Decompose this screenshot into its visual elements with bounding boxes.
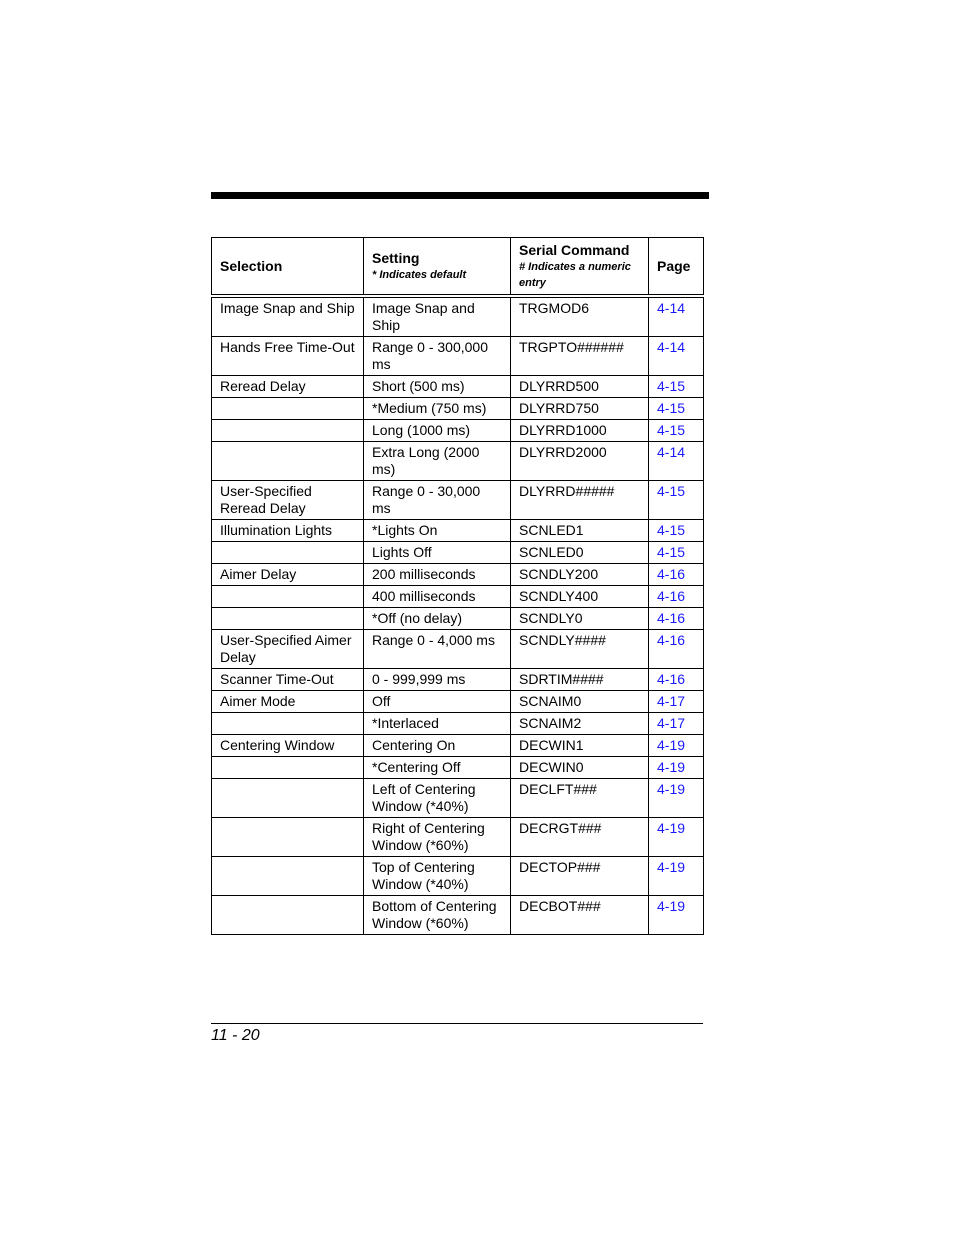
cell-command: SCNDLY200 [511, 564, 649, 586]
cell-command: DECRGT### [511, 818, 649, 857]
cell-setting: 400 milliseconds [364, 586, 511, 608]
table-row [212, 398, 704, 420]
cell-selection: Reread Delay [212, 376, 364, 398]
cell-selection: Scanner Time-Out [212, 669, 364, 691]
cell-page [649, 542, 704, 564]
cell-page [649, 779, 704, 818]
table-row [212, 296, 704, 337]
table-row [212, 735, 704, 757]
page-number: 11 - 20 [211, 1027, 260, 1044]
page-link[interactable]: 4-17 [657, 693, 686, 709]
cell-page [649, 420, 704, 442]
cell-command: DECBOT### [511, 896, 649, 935]
page-link[interactable]: 4-15 [657, 483, 686, 499]
table-row [212, 376, 704, 398]
page-link[interactable]: 4-19 [657, 759, 686, 775]
table-row [212, 757, 704, 779]
cell-command: TRGMOD6 [511, 296, 649, 337]
cell-page [649, 520, 704, 542]
cell-page [649, 713, 704, 735]
cell-command: SCNDLY#### [511, 630, 649, 669]
cell-command: SCNDLY400 [511, 586, 649, 608]
cell-selection: Illumination Lights [212, 520, 364, 542]
cell-page [649, 337, 704, 376]
page-link[interactable]: 4-14 [657, 300, 686, 316]
page-link[interactable]: 4-19 [657, 859, 686, 875]
cell-command: DECWIN1 [511, 735, 649, 757]
table-row [212, 520, 704, 542]
cell-command: DLYRRD2000 [511, 442, 649, 481]
cell-page [649, 481, 704, 520]
cell-selection [212, 442, 364, 481]
cell-selection: User-Specified Reread Delay [212, 481, 364, 520]
page-link[interactable]: 4-19 [657, 898, 686, 914]
cell-page [649, 442, 704, 481]
cell-command: DECTOP### [511, 857, 649, 896]
cell-page [649, 735, 704, 757]
page-link[interactable]: 4-15 [657, 422, 686, 438]
table-row [212, 779, 704, 818]
cell-command: SCNAIM0 [511, 691, 649, 713]
cell-page [649, 564, 704, 586]
cell-selection: Aimer Delay [212, 564, 364, 586]
cell-setting: Range 0 - 300,000 ms [364, 337, 511, 376]
cell-page [649, 586, 704, 608]
cell-command: SDRTIM#### [511, 669, 649, 691]
page-link[interactable]: 4-16 [657, 632, 686, 648]
table-row [212, 818, 704, 857]
cell-selection: Hands Free Time-Out [212, 337, 364, 376]
cell-command: SCNLED0 [511, 542, 649, 564]
table-row [212, 691, 704, 713]
cell-command: DLYRRD750 [511, 398, 649, 420]
command-note: # Indicates a numeric entry [519, 260, 631, 289]
cell-setting: *Lights On [364, 520, 511, 542]
serial-command-table [211, 237, 704, 935]
cell-setting: Image Snap and Ship [364, 296, 511, 337]
cell-setting: Lights Off [364, 542, 511, 564]
header-selection: Selection [212, 238, 364, 297]
cell-setting: Range 0 - 4,000 ms [364, 630, 511, 669]
cell-setting: Extra Long (2000 ms) [364, 442, 511, 481]
page-link[interactable]: 4-19 [657, 737, 686, 753]
cell-setting: *Interlaced [364, 713, 511, 735]
cell-selection: Aimer Mode [212, 691, 364, 713]
footer-rule [211, 1023, 703, 1024]
cell-setting: Centering On [364, 735, 511, 757]
cell-selection [212, 420, 364, 442]
cell-command: DLYRRD##### [511, 481, 649, 520]
cell-selection [212, 398, 364, 420]
cell-setting: Top of Centering Window (*40%) [364, 857, 511, 896]
cell-setting: Right of Centering Window (*60%) [364, 818, 511, 857]
cell-setting: *Centering Off [364, 757, 511, 779]
table-header-row [212, 238, 704, 297]
table-row [212, 420, 704, 442]
table-row [212, 442, 704, 481]
page-link[interactable]: 4-16 [657, 671, 686, 687]
cell-setting: Off [364, 691, 511, 713]
cell-selection: Centering Window [212, 735, 364, 757]
cell-page [649, 398, 704, 420]
table-row [212, 542, 704, 564]
cell-command: DECLFT### [511, 779, 649, 818]
cell-command: DECWIN0 [511, 757, 649, 779]
table-row [212, 564, 704, 586]
table-row [212, 896, 704, 935]
table-row [212, 481, 704, 520]
table-row [212, 713, 704, 735]
page-link[interactable]: 4-19 [657, 820, 686, 836]
table-row [212, 337, 704, 376]
table-row [212, 857, 704, 896]
cell-command: TRGPTO###### [511, 337, 649, 376]
cell-command: DLYRRD1000 [511, 420, 649, 442]
cell-page [649, 296, 704, 337]
page-link[interactable]: 4-14 [657, 444, 686, 460]
cell-page [649, 857, 704, 896]
table-row [212, 608, 704, 630]
cell-selection [212, 713, 364, 735]
cell-selection [212, 608, 364, 630]
cell-setting: Range 0 - 30,000 ms [364, 481, 511, 520]
header-command: Serial Command # Indicates a numeric entry [511, 238, 649, 297]
cell-selection [212, 757, 364, 779]
cell-page [649, 818, 704, 857]
table-row [212, 586, 704, 608]
cell-setting: *Off (no delay) [364, 608, 511, 630]
page-link[interactable]: 4-15 [657, 400, 686, 416]
cell-selection [212, 779, 364, 818]
cell-selection [212, 818, 364, 857]
cell-setting: Left of Centering Window (*40%) [364, 779, 511, 818]
cell-page [649, 757, 704, 779]
cell-selection [212, 586, 364, 608]
page-link[interactable]: 4-16 [657, 588, 686, 604]
page-link[interactable]: 4-15 [657, 522, 686, 538]
cell-selection: Image Snap and Ship [212, 296, 364, 337]
cell-setting: Short (500 ms) [364, 376, 511, 398]
cell-page [649, 691, 704, 713]
cell-page [649, 896, 704, 935]
cell-command: SCNDLY0 [511, 608, 649, 630]
setting-note: * Indicates default [372, 268, 467, 281]
cell-page [649, 608, 704, 630]
cell-page [649, 669, 704, 691]
cell-selection [212, 896, 364, 935]
page-link[interactable]: 4-17 [657, 715, 686, 731]
cell-selection: User-Specified Aimer Delay [212, 630, 364, 669]
cell-setting: Long (1000 ms) [364, 420, 511, 442]
page-link[interactable]: 4-19 [657, 781, 686, 797]
cell-page [649, 630, 704, 669]
cell-setting: 200 milliseconds [364, 564, 511, 586]
cell-command: DLYRRD500 [511, 376, 649, 398]
page-link[interactable]: 4-16 [657, 566, 686, 582]
table-row [212, 669, 704, 691]
header-setting: Setting * Indicates default [364, 238, 511, 297]
cell-setting: Bottom of Centering Window (*60%) [364, 896, 511, 935]
page-link[interactable]: 4-15 [657, 378, 686, 394]
cell-selection [212, 857, 364, 896]
cell-command: SCNAIM2 [511, 713, 649, 735]
table-row [212, 630, 704, 669]
page-link[interactable]: 4-15 [657, 544, 686, 560]
page-link[interactable]: 4-14 [657, 339, 686, 355]
cell-page [649, 376, 704, 398]
page-link[interactable]: 4-16 [657, 610, 686, 626]
cell-setting: 0 - 999,999 ms [364, 669, 511, 691]
header-page: Page [649, 238, 704, 297]
cell-setting: *Medium (750 ms) [364, 398, 511, 420]
cell-command: SCNLED1 [511, 520, 649, 542]
cell-selection [212, 542, 364, 564]
header-rule [211, 192, 709, 199]
